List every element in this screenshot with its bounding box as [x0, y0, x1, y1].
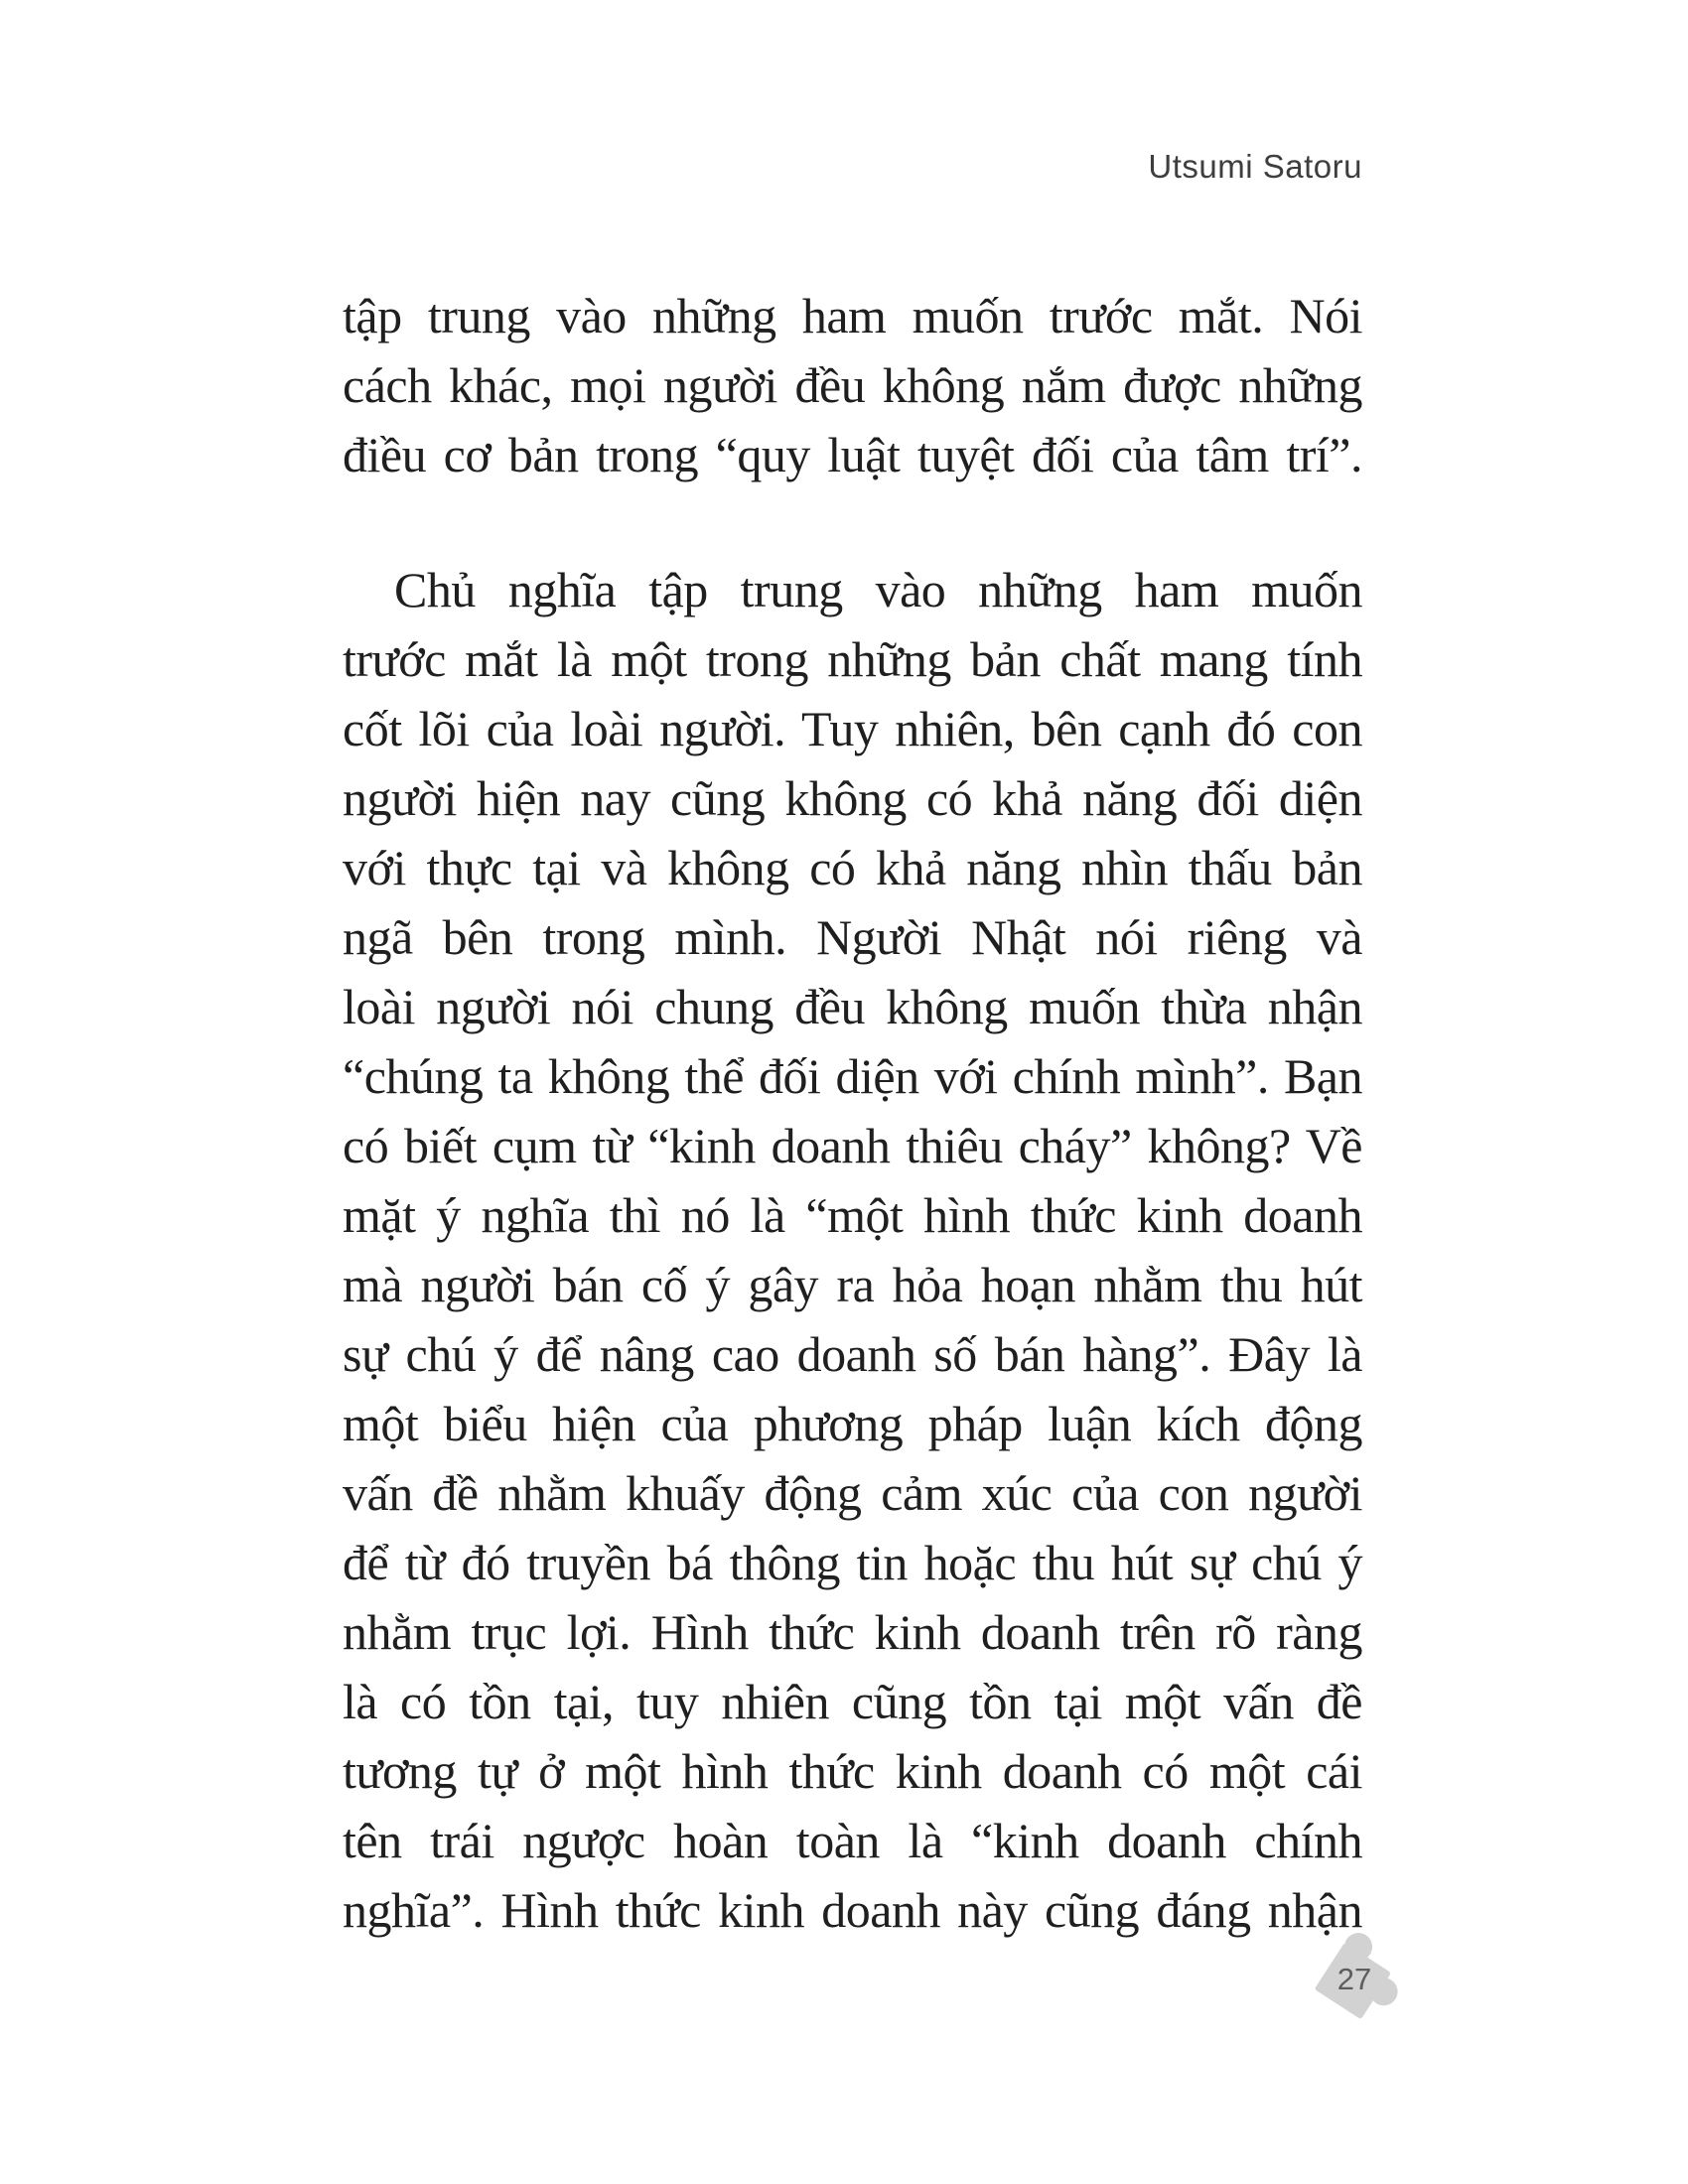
text-line: tương tự ở một hình thức kinh doanh có một cái: [343, 1743, 1362, 1799]
text-line: sự chú ý để nâng cao doanh số bán hàng”. Đây là: [343, 1326, 1362, 1382]
text-line: mặt ý nghĩa thì nó là “một hình thức kinh doanh: [343, 1187, 1362, 1243]
text-line: “chúng ta không thể đối diện với chính mình”. Bạn: [343, 1048, 1362, 1104]
text-line: là có tồn tại, tuy nhiên cũng tồn tại một vấn đề: [343, 1674, 1362, 1729]
text-line: điều cơ bản trong “quy luật tuyệt đối của tâm trí”.: [343, 427, 1362, 482]
text-line: để từ đó truyền bá thông tin hoặc thu hút sự chú ý: [343, 1535, 1362, 1590]
paragraph: [343, 555, 1362, 1945]
text-line: ngã bên trong mình. Người Nhật nói riêng và: [343, 909, 1362, 965]
paragraph: [343, 281, 1362, 489]
text-line: cách khác, mọi người đều không nắm được những: [343, 357, 1362, 413]
text-line: mà người bán cố ý gây ra hỏa hoạn nhằm thu hút: [343, 1257, 1362, 1312]
running-header-author: Utsumi Satoru: [1148, 148, 1362, 185]
text-line: Chủ nghĩa tập trung vào những ham muốn: [394, 562, 1362, 617]
text-line: vấn đề nhằm khuấy động cảm xúc của con người: [343, 1465, 1362, 1521]
text-line: người hiện nay cũng không có khả năng đối diện: [343, 770, 1362, 826]
text-line: có biết cụm từ “kinh doanh thiêu cháy” không? Về: [343, 1118, 1362, 1173]
text-line: tên trái ngược hoàn toàn là “kinh doanh chính: [343, 1813, 1362, 1868]
text-line: tập trung vào những ham muốn trước mắt. Nói: [343, 288, 1362, 343]
text-line: với thực tại và không có khả năng nhìn thấu bản: [343, 840, 1362, 895]
text-line: cốt lõi của loài người. Tuy nhiên, bên cạnh đó con: [343, 701, 1362, 756]
text-line: loài người nói chung đều không muốn thừa nhận: [343, 979, 1362, 1034]
page-marker: [1303, 1924, 1406, 2027]
text-line: nhằm trục lợi. Hình thức kinh doanh trên rõ ràng: [343, 1604, 1362, 1660]
text-line: nghĩa”. Hình thức kinh doanh này cũng đáng nhận: [343, 1882, 1362, 1938]
text-line: trước mắt là một trong những bản chất mang tính: [343, 631, 1362, 687]
text-line: một biểu hiện của phương pháp luận kích động: [343, 1396, 1362, 1451]
page-number: 27: [1336, 1962, 1372, 1997]
body-text: [343, 281, 1362, 1945]
